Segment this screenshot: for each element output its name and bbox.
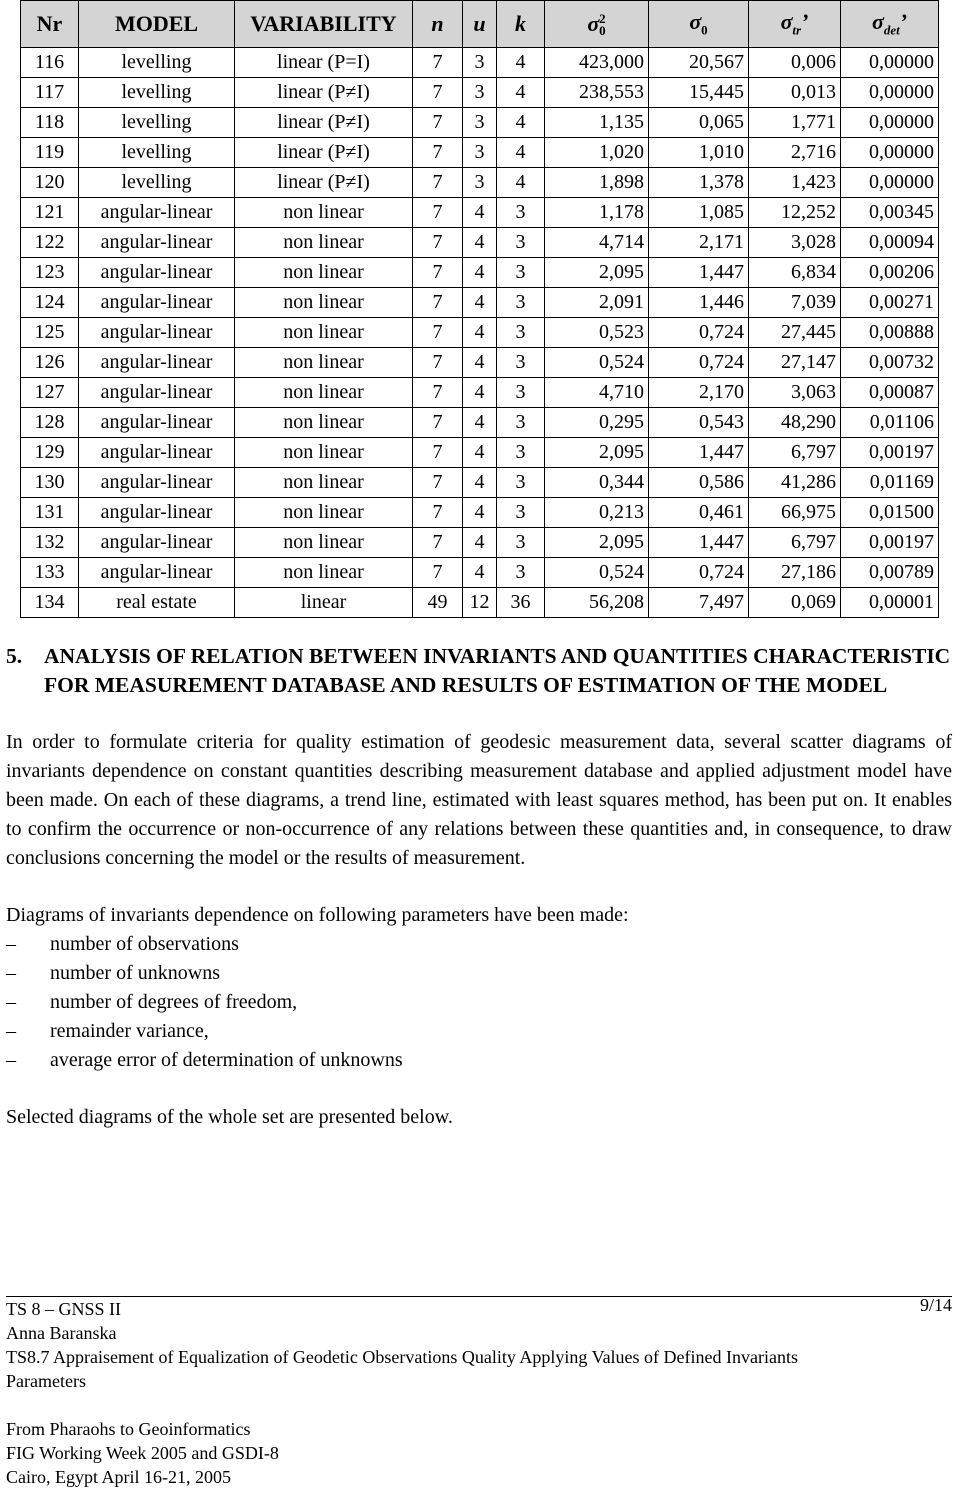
dash-bullet: – (6, 933, 16, 955)
cell-sigma-det: 0,00206 (841, 258, 939, 288)
cell-sigma0-squared: 4,714 (545, 228, 649, 258)
header-sigma0-sub: 0 (701, 22, 708, 38)
cell-n: 7 (413, 228, 463, 258)
header-model: MODEL (79, 1, 235, 48)
cell-sigma0-squared: 0,523 (545, 318, 649, 348)
cell-sigma0-squared: 238,553 (545, 78, 649, 108)
cell-sigma0-squared: 2,095 (545, 528, 649, 558)
cell-u: 3 (463, 138, 497, 168)
dash-bullet: – (6, 1020, 16, 1042)
cell-sigma0-squared: 0,213 (545, 498, 649, 528)
cell-nr: 120 (21, 168, 79, 198)
cell-n: 7 (413, 168, 463, 198)
cell-u: 4 (463, 378, 497, 408)
cell-n: 7 (413, 198, 463, 228)
cell-sigma0: 1,447 (649, 438, 749, 468)
list-item-text: average error of determination of unknowns (50, 1049, 403, 1071)
cell-sigma0-squared: 56,208 (545, 588, 649, 618)
table-row (21, 558, 939, 588)
cell-k: 4 (497, 138, 545, 168)
cell-u: 4 (463, 528, 497, 558)
cell-n: 7 (413, 558, 463, 588)
header-sigma0-squared-sup: 2 (599, 11, 606, 27)
table-row (21, 288, 939, 318)
cell-sigma-det: 0,00732 (841, 348, 939, 378)
table-body (21, 48, 939, 618)
table-row (21, 108, 939, 138)
cell-k: 3 (497, 408, 545, 438)
header-k: k (497, 1, 545, 48)
cell-k: 3 (497, 558, 545, 588)
cell-k: 3 (497, 258, 545, 288)
cell-n: 7 (413, 438, 463, 468)
cell-u: 4 (463, 348, 497, 378)
cell-model: angular-linear (79, 288, 235, 318)
header-variability: VARIABILITY (235, 1, 413, 48)
cell-variability: non linear (235, 558, 413, 588)
cell-sigma-det: 0,00000 (841, 78, 939, 108)
results-table-container (20, 0, 938, 618)
table-row (21, 318, 939, 348)
cell-sigma0-squared: 2,091 (545, 288, 649, 318)
header-u: u (463, 1, 497, 48)
cell-variability: linear (235, 588, 413, 618)
dash-bullet: – (6, 1049, 16, 1071)
parameter-list (6, 930, 952, 1075)
cell-sigma0-squared: 0,524 (545, 558, 649, 588)
cell-sigma0: 1,378 (649, 168, 749, 198)
cell-sigma-det: 0,00197 (841, 528, 939, 558)
footer-paper-title: TS8.7 Appraisement of Equalization of Geodetic Observations Quality Applying Values of Defined Invariants (6, 1347, 798, 1367)
cell-sigma-tr: 1,423 (749, 168, 841, 198)
cell-nr: 133 (21, 558, 79, 588)
cell-sigma-tr: 66,975 (749, 498, 841, 528)
cell-nr: 132 (21, 528, 79, 558)
cell-nr: 126 (21, 348, 79, 378)
results-table (20, 0, 939, 618)
cell-model: angular-linear (79, 408, 235, 438)
table-row (21, 588, 939, 618)
table-row (21, 438, 939, 468)
cell-k: 3 (497, 468, 545, 498)
cell-sigma0-squared: 423,000 (545, 48, 649, 78)
cell-k: 3 (497, 438, 545, 468)
cell-variability: non linear (235, 438, 413, 468)
list-item-text: number of observations (50, 933, 239, 955)
list-item-text: remainder variance, (50, 1020, 209, 1042)
cell-model: angular-linear (79, 198, 235, 228)
cell-sigma0-squared: 4,710 (545, 378, 649, 408)
cell-k: 3 (497, 288, 545, 318)
cell-sigma-tr: 27,445 (749, 318, 841, 348)
cell-sigma0: 15,445 (649, 78, 749, 108)
table-header-row (21, 1, 939, 48)
cell-u: 4 (463, 288, 497, 318)
cell-u: 4 (463, 468, 497, 498)
cell-n: 7 (413, 288, 463, 318)
header-sigma-tr-sub: tr (792, 22, 802, 38)
cell-k: 3 (497, 528, 545, 558)
cell-u: 4 (463, 498, 497, 528)
table-row (21, 258, 939, 288)
cell-sigma-det: 0,00271 (841, 288, 939, 318)
header-sigma-tr-suffix: ’ (801, 9, 809, 35)
cell-model: angular-linear (79, 378, 235, 408)
cell-sigma-det: 0,00000 (841, 48, 939, 78)
cell-variability: non linear (235, 468, 413, 498)
cell-sigma-det: 0,00001 (841, 588, 939, 618)
header-sigma-det (841, 1, 939, 48)
cell-k: 4 (497, 48, 545, 78)
cell-k: 3 (497, 498, 545, 528)
cell-variability: linear (P≠I) (235, 168, 413, 198)
cell-sigma-tr: 3,028 (749, 228, 841, 258)
cell-sigma0: 0,065 (649, 108, 749, 138)
cell-variability: non linear (235, 498, 413, 528)
cell-sigma0: 1,447 (649, 528, 749, 558)
cell-u: 3 (463, 48, 497, 78)
cell-k: 3 (497, 198, 545, 228)
cell-sigma0: 0,543 (649, 408, 749, 438)
cell-sigma0-squared: 0,524 (545, 348, 649, 378)
list-intro: Diagrams of invariants dependence on following parameters have been made: (6, 904, 629, 926)
cell-sigma0-squared: 1,020 (545, 138, 649, 168)
cell-sigma-det: 0,01169 (841, 468, 939, 498)
cell-variability: non linear (235, 408, 413, 438)
cell-variability: non linear (235, 528, 413, 558)
cell-sigma-det: 0,01106 (841, 408, 939, 438)
cell-sigma-tr: 3,063 (749, 378, 841, 408)
cell-u: 3 (463, 108, 497, 138)
cell-sigma0: 0,461 (649, 498, 749, 528)
footer-paper-title-cont: Parameters (6, 1371, 86, 1391)
cell-variability: linear (P=I) (235, 48, 413, 78)
cell-sigma0: 2,171 (649, 228, 749, 258)
cell-sigma-tr: 0,013 (749, 78, 841, 108)
cell-sigma-tr: 27,186 (749, 558, 841, 588)
cell-nr: 130 (21, 468, 79, 498)
table-row (21, 168, 939, 198)
cell-sigma0-squared: 1,178 (545, 198, 649, 228)
header-sigma0 (649, 1, 749, 48)
cell-sigma-det: 0,00094 (841, 228, 939, 258)
cell-sigma0: 0,724 (649, 348, 749, 378)
cell-sigma-det: 0,00000 (841, 108, 939, 138)
cell-nr: 123 (21, 258, 79, 288)
paragraph-criteria: In order to formulate criteria for quality estimation of geodesic measurement data, several scatter diagrams of invariants dependence on constant quantities describing measurement database and applied adjustment model have been made. On each of these diagrams, a trend line, estimated with least squares method, has been put on. It enables to confirm the occurrence or non-occurrence of any relations between these quantities and, in consequence, to draw conclusions concerning the model or the results of measurement. (6, 731, 952, 869)
footer-conference-theme: From Pharaohs to Geoinformatics (6, 1419, 251, 1439)
cell-sigma-det: 0,00197 (841, 438, 939, 468)
footer-author: Anna Baranska (6, 1323, 117, 1343)
section-heading (6, 642, 952, 700)
cell-variability: linear (P≠I) (235, 138, 413, 168)
table-row (21, 408, 939, 438)
cell-sigma0-squared: 0,295 (545, 408, 649, 438)
footer-conference-location: Cairo, Egypt April 16-21, 2005 (6, 1467, 231, 1487)
table-row (21, 228, 939, 258)
cell-sigma0: 1,010 (649, 138, 749, 168)
cell-n: 7 (413, 108, 463, 138)
cell-model: angular-linear (79, 318, 235, 348)
cell-sigma-det: 0,01500 (841, 498, 939, 528)
dash-bullet: – (6, 962, 16, 984)
cell-u: 3 (463, 168, 497, 198)
cell-nr: 134 (21, 588, 79, 618)
cell-variability: non linear (235, 318, 413, 348)
cell-model: levelling (79, 168, 235, 198)
header-sigma-det-suffix: ’ (899, 9, 908, 35)
cell-variability: non linear (235, 288, 413, 318)
list-item-text: number of unknowns (50, 962, 220, 984)
cell-u: 4 (463, 198, 497, 228)
section-number: 5. (6, 644, 23, 668)
list-item (6, 1017, 952, 1046)
list-item (6, 988, 952, 1017)
table-row (21, 348, 939, 378)
cell-n: 7 (413, 138, 463, 168)
cell-nr: 117 (21, 78, 79, 108)
cell-n: 7 (413, 318, 463, 348)
cell-variability: non linear (235, 228, 413, 258)
cell-u: 12 (463, 588, 497, 618)
cell-model: real estate (79, 588, 235, 618)
cell-u: 4 (463, 228, 497, 258)
cell-nr: 118 (21, 108, 79, 138)
cell-variability: linear (P≠I) (235, 78, 413, 108)
cell-model: angular-linear (79, 498, 235, 528)
cell-nr: 116 (21, 48, 79, 78)
cell-model: levelling (79, 78, 235, 108)
cell-k: 3 (497, 378, 545, 408)
cell-nr: 124 (21, 288, 79, 318)
cell-sigma0: 0,724 (649, 558, 749, 588)
table-row (21, 468, 939, 498)
cell-n: 7 (413, 78, 463, 108)
cell-sigma0-squared: 0,344 (545, 468, 649, 498)
header-sigma-tr-symbol: σ (780, 9, 793, 35)
section-title: ANALYSIS OF RELATION BETWEEN INVARIANTS AND QUANTITIES CHARACTERISTIC FOR MEASUREMENT DATABASE AND RESULTS OF ESTIMATION OF THE MODEL (44, 644, 951, 697)
dash-bullet: – (6, 991, 16, 1013)
cell-nr: 128 (21, 408, 79, 438)
table-row (21, 48, 939, 78)
cell-nr: 131 (21, 498, 79, 528)
table-row (21, 138, 939, 168)
list-item-text: number of degrees of freedom, (50, 991, 298, 1013)
header-sigma0-squared-symbol: σ (587, 10, 600, 36)
closing-sentence: Selected diagrams of the whole set are presented below. (6, 1106, 453, 1128)
cell-k: 3 (497, 348, 545, 378)
cell-u: 4 (463, 558, 497, 588)
cell-nr: 122 (21, 228, 79, 258)
list-item (6, 1046, 952, 1075)
body-text (6, 642, 952, 1132)
cell-nr: 125 (21, 318, 79, 348)
header-sigma-tr (749, 1, 841, 48)
table-row (21, 528, 939, 558)
page-number: 9/14 (919, 1295, 952, 1315)
cell-model: angular-linear (79, 258, 235, 288)
page-footer (6, 1296, 952, 1489)
table-row (21, 498, 939, 528)
cell-k: 4 (497, 168, 545, 198)
cell-k: 36 (497, 588, 545, 618)
cell-n: 7 (413, 408, 463, 438)
cell-sigma0: 7,497 (649, 588, 749, 618)
cell-sigma-tr: 6,797 (749, 438, 841, 468)
cell-sigma-tr: 0,006 (749, 48, 841, 78)
cell-variability: non linear (235, 378, 413, 408)
cell-sigma0-squared: 2,095 (545, 258, 649, 288)
cell-sigma-det: 0,00888 (841, 318, 939, 348)
cell-sigma-tr: 27,147 (749, 348, 841, 378)
cell-model: angular-linear (79, 558, 235, 588)
cell-u: 4 (463, 258, 497, 288)
cell-model: angular-linear (79, 528, 235, 558)
header-sigma0-symbol: σ (689, 9, 702, 35)
cell-sigma0: 0,724 (649, 318, 749, 348)
cell-sigma-det: 0,00345 (841, 198, 939, 228)
header-n: n (413, 1, 463, 48)
cell-n: 7 (413, 498, 463, 528)
cell-nr: 119 (21, 138, 79, 168)
cell-sigma0: 1,447 (649, 258, 749, 288)
cell-sigma0: 0,586 (649, 468, 749, 498)
list-item (6, 930, 952, 959)
cell-u: 4 (463, 408, 497, 438)
cell-u: 4 (463, 438, 497, 468)
cell-k: 3 (497, 228, 545, 258)
footer-first-row (6, 1297, 952, 1321)
footer-conference-name: FIG Working Week 2005 and GSDI-8 (6, 1443, 279, 1463)
cell-sigma-tr: 12,252 (749, 198, 841, 228)
cell-model: angular-linear (79, 438, 235, 468)
cell-n: 7 (413, 258, 463, 288)
cell-n: 7 (413, 468, 463, 498)
cell-sigma-tr: 1,771 (749, 108, 841, 138)
cell-n: 7 (413, 528, 463, 558)
header-sigma-det-sub: det (883, 22, 900, 38)
cell-sigma0-squared: 2,095 (545, 438, 649, 468)
list-item (6, 959, 952, 988)
cell-sigma-tr: 48,290 (749, 408, 841, 438)
cell-sigma-det: 0,00789 (841, 558, 939, 588)
cell-sigma-det: 0,00087 (841, 378, 939, 408)
cell-sigma-tr: 2,716 (749, 138, 841, 168)
table-row (21, 78, 939, 108)
cell-model: levelling (79, 138, 235, 168)
cell-sigma0-squared: 1,898 (545, 168, 649, 198)
cell-model: angular-linear (79, 228, 235, 258)
cell-sigma-tr: 6,834 (749, 258, 841, 288)
cell-n: 7 (413, 48, 463, 78)
cell-nr: 129 (21, 438, 79, 468)
cell-sigma-det: 0,00000 (841, 138, 939, 168)
header-sigma0-squared-sub: 0 (599, 23, 606, 39)
cell-sigma-tr: 41,286 (749, 468, 841, 498)
cell-sigma-tr: 6,797 (749, 528, 841, 558)
cell-variability: non linear (235, 258, 413, 288)
cell-sigma-tr: 7,039 (749, 288, 841, 318)
cell-model: angular-linear (79, 468, 235, 498)
cell-model: levelling (79, 108, 235, 138)
footer-session: TS 8 – GNSS II (6, 1299, 122, 1319)
table-row (21, 378, 939, 408)
cell-model: angular-linear (79, 348, 235, 378)
cell-sigma0-squared: 1,135 (545, 108, 649, 138)
cell-nr: 127 (21, 378, 79, 408)
cell-k: 4 (497, 108, 545, 138)
header-sigma0-squared (545, 1, 649, 48)
cell-variability: non linear (235, 198, 413, 228)
cell-k: 4 (497, 78, 545, 108)
cell-u: 4 (463, 318, 497, 348)
cell-model: levelling (79, 48, 235, 78)
cell-sigma0: 1,085 (649, 198, 749, 228)
cell-sigma0: 20,567 (649, 48, 749, 78)
table-row (21, 198, 939, 228)
cell-variability: non linear (235, 348, 413, 378)
cell-k: 3 (497, 318, 545, 348)
cell-variability: linear (P≠I) (235, 108, 413, 138)
cell-sigma0: 2,170 (649, 378, 749, 408)
cell-n: 7 (413, 378, 463, 408)
cell-u: 3 (463, 78, 497, 108)
cell-nr: 121 (21, 198, 79, 228)
cell-sigma-tr: 0,069 (749, 588, 841, 618)
cell-n: 49 (413, 588, 463, 618)
cell-n: 7 (413, 348, 463, 378)
cell-sigma-det: 0,00000 (841, 168, 939, 198)
header-sigma-det-symbol: σ (871, 9, 884, 35)
cell-sigma0: 1,446 (649, 288, 749, 318)
header-nr: Nr (21, 1, 79, 48)
